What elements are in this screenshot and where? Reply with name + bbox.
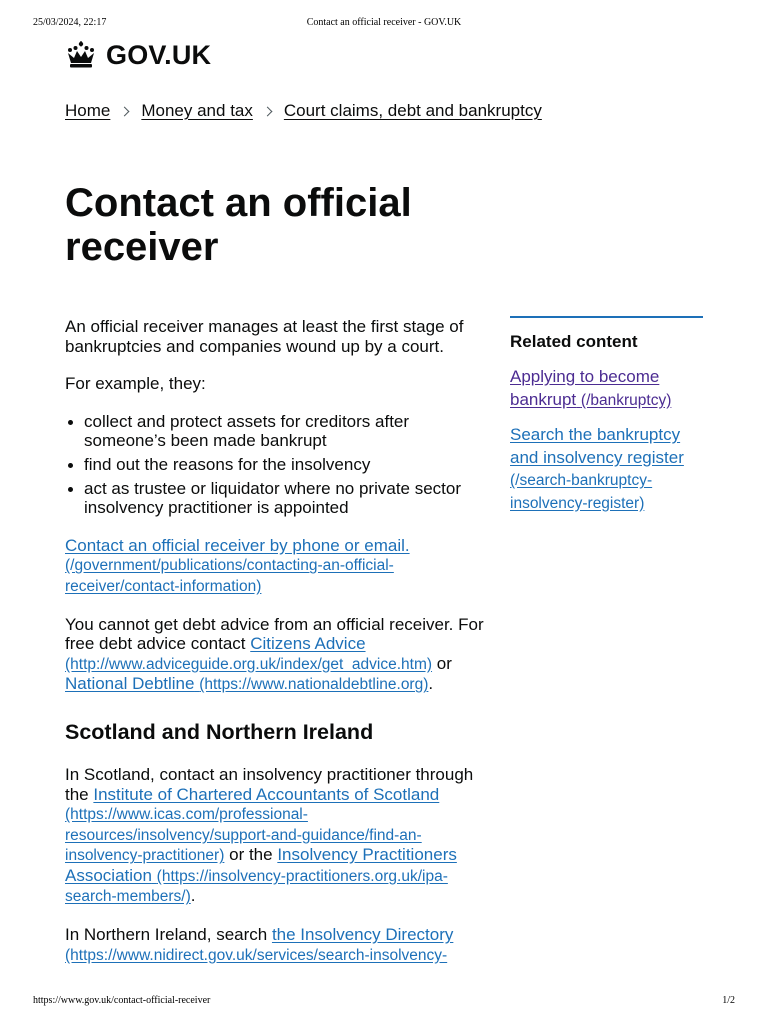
national-debtline-link[interactable]: National Debtline (https://www.nationaldebtline.org) [65,674,429,694]
ipa-link[interactable]: Insolvency Practitioners Association (https://insolvency-practitioners.org.uk/ipa-search-members/) [65,845,457,906]
govuk-logo-link[interactable] [65,40,211,70]
duties-list [65,412,485,518]
print-datetime: 25/03/2024, 22:17 [33,17,107,28]
breadcrumb [65,101,542,121]
breadcrumb-home[interactable]: Home [65,101,111,120]
print-footer [33,995,735,1009]
related-content [510,316,703,527]
related-item [510,424,703,514]
list-item: find out the reasons for the insolvency [65,455,485,475]
link-url: (https://www.nationaldebtline.org) [199,676,429,694]
print-header [33,17,735,31]
related-content-heading: Related content [510,332,638,351]
link-url: (https://insolvency-practitioners.org.uk/ipa-search-members/) [65,867,448,906]
intro-paragraph: An official receiver manages at least the first stage of bankruptcies and companies wound up by a court. [65,317,464,356]
related-link-search-register[interactable]: Search the bankruptcy and insolvency register (/search-bankruptcy-insolvency-register) [510,425,684,512]
debt-advice-paragraph: You cannot get debt advice from an official receiver. For free debt advice contact Citizens Advice (http://www.adviceguide.org.uk/index/get_advice.htm) or National Debtline (https://www.nationaldebtline.org). [65,614,484,694]
insolvency-directory-link[interactable]: the Insolvency Directory (https://www.nidirect.gov.uk/services/search-insolvency- [65,925,454,964]
scotland-ni-heading: Scotland and Northern Ireland [65,719,374,744]
page-title: Contact an official receiver [65,181,412,269]
print-page-number: 1/2 [722,995,735,1006]
contact-paragraph [65,536,485,597]
link-url: (https://www.icas.com/professional-resources/insolvency/support-and-guidance/find-an-insolvency-practitioner) [65,806,422,865]
contact-official-receiver-link[interactable]: Contact an official receiver by phone or email. (/government/publications/contacting-an-official-receiver/contact-information) [65,535,410,595]
list-item: act as trustee or liquidator where no private sector insolvency practitioner is appointed [65,479,485,518]
list-item: collect and protect assets for creditors after someone’s been made bankrupt [65,412,485,451]
breadcrumb-court-claims[interactable]: Court claims, debt and bankruptcy [283,101,542,120]
related-item [510,366,703,411]
citizens-advice-link[interactable]: Citizens Advice (http://www.adviceguide.org.uk/index/get_advice.htm) [65,634,433,673]
northern-ireland-paragraph: In Northern Ireland, search the Insolvency Directory (https://www.nidirect.gov.uk/services/search-insolvency- [65,925,454,964]
govuk-logo-text: GOV.UK [106,39,212,70]
related-link-applying-bankrupt[interactable]: Applying to become bankrupt (/bankruptcy) [510,367,672,409]
for-example-text: For example, they: [65,374,206,394]
crown-icon [65,41,97,69]
link-url: (http://www.adviceguide.org.uk/index/get_advice.htm) [65,655,433,673]
link-url: (/government/publications/contacting-an-official-receiver/contact-information) [65,557,394,595]
link-url: (/search-bankruptcy-insolvency-register) [510,472,653,512]
chevron-right-icon [120,106,130,116]
scotland-paragraph: In Scotland, contact an insolvency practitioner through the Institute of Chartered Accountants of Scotland (https://www.icas.com/professional-resources/insolvency/support-and-guidance/find-an-insolvency-practitioner) or the Insolvency Practitioners Association (https://insolvency-practitioners.org.uk/ipa-search-members/). [65,764,474,906]
link-url: (https://www.nidirect.gov.uk/services/search-insolvency- [65,946,448,964]
print-page-title: Contact an official receiver - GOV.UK [306,17,462,28]
chevron-right-icon [262,106,272,116]
icas-link[interactable]: Institute of Chartered Accountants of Scotland (https://www.icas.com/professional-resources/insolvency/support-and-guidance/find-an-insolvency-practitioner) [65,784,440,865]
link-url: (/bankruptcy) [580,391,672,409]
main-content [65,317,485,983]
print-url: https://www.gov.uk/contact-official-receiver [33,995,211,1006]
breadcrumb-money-and-tax[interactable]: Money and tax [141,101,253,120]
